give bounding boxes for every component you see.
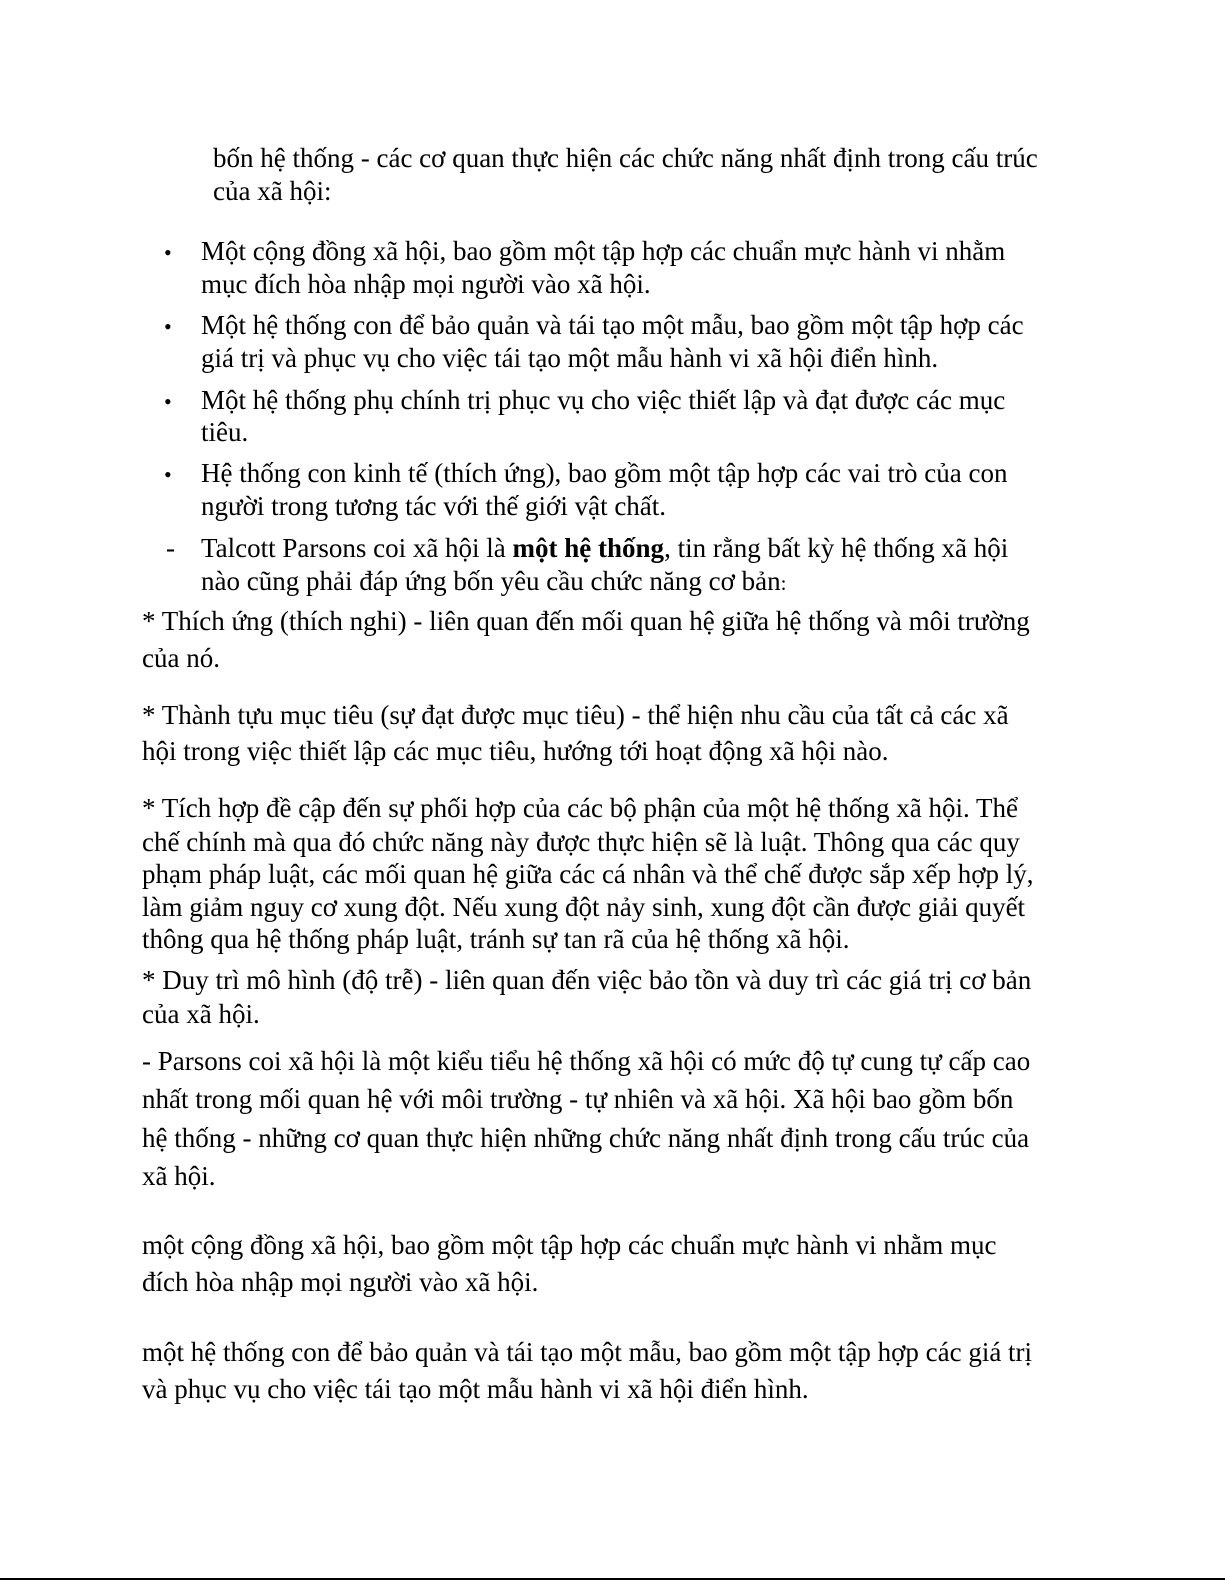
intro-line-2: của xã hội: (213, 176, 332, 206)
bullet-item-4-line-1: Hệ thống con kinh tế (thích ứng), bao gồm một tập hợp các vai trò của con (201, 458, 1008, 488)
dash-marker: - (166, 533, 175, 563)
goal-line-1: * Thành tựu mục tiêu (sự đạt được mục tiêu) - thể hiện nhu cầu của tất cả các xã (142, 700, 1009, 730)
dash-item-colon: : (780, 571, 787, 595)
latency-line-1: * Duy trì mô hình (độ trễ) - liên quan đến việc bảo tồn và duy trì các giá trị cơ bản (142, 965, 1032, 995)
integration-line-1: * Tích hợp đề cập đến sự phối hợp của các bộ phận của một hệ thống xã hội. Thể (142, 793, 1018, 823)
bullet-icon: • (164, 389, 172, 414)
goal-line-2: hội trong việc thiết lập các mục tiêu, hướng tới hoạt động xã hội nào. (142, 736, 889, 766)
community-line-1: một cộng đồng xã hội, bao gồm một tập hợp các chuẩn mực hành vi nhằm mục (142, 1230, 997, 1260)
subsystem-line-1: một hệ thống con để bảo quản và tái tạo một mẫu, bao gồm một tập hợp các giá trị (142, 1337, 1033, 1367)
bullet-item-2-line-2: giá trị và phục vụ cho việc tái tạo một mẫu hành vi xã hội điển hình. (201, 343, 939, 373)
dash-item-post: , tin rằng bất kỳ hệ thống xã hội (664, 533, 1009, 563)
parsons-line-4: xã hội. (142, 1161, 216, 1191)
integration-line-3: phạm pháp luật, các mối quan hệ giữa các cá nhân và thể chế được sắp xếp hợp lý, (142, 859, 1034, 889)
community-line-2: đích hòa nhập mọi người vào xã hội. (142, 1267, 539, 1297)
parsons-line-1: - Parsons coi xã hội là một kiểu tiểu hệ thống xã hội có mức độ tự cung tự cấp cao (142, 1046, 1031, 1076)
page-bottom-divider (0, 1578, 1225, 1580)
parsons-line-3: hệ thống - những cơ quan thực hiện những chức năng nhất định trong cấu trúc của (142, 1123, 1030, 1153)
bullet-item-4-line-2: người trong tương tác với thế giới vật chất. (201, 491, 667, 521)
dash-item-line-1 (201, 532, 1008, 564)
dash-item-bold: một hệ thống (512, 533, 665, 563)
subsystem-line-2: và phục vụ cho việc tái tạo một mẫu hành vi xã hội điển hình. (142, 1374, 809, 1404)
latency-line-2: của xã hội. (142, 999, 260, 1029)
dash-item-line-2-text: nào cũng phải đáp ứng bốn yêu cầu chức năng cơ bản (201, 566, 781, 596)
bullet-item-3-line-2: tiêu. (201, 417, 249, 447)
bullet-icon: • (164, 240, 172, 265)
integration-line-4: làm giảm nguy cơ xung đột. Nếu xung đột nảy sinh, xung đột cần được giải quyết (142, 892, 1026, 922)
parsons-line-2: nhất trong mối quan hệ với môi trường - tự nhiên và xã hội. Xã hội bao gồm bốn (142, 1084, 1014, 1114)
dash-item-line-2 (201, 565, 786, 599)
intro-line-1: bốn hệ thống - các cơ quan thực hiện các chức năng nhất định trong cấu trúc (213, 143, 1038, 173)
bullet-icon: • (164, 462, 172, 487)
adaptation-line-1: * Thích ứng (thích nghi) - liên quan đến mối quan hệ giữa hệ thống và môi trường (142, 606, 1030, 636)
bullet-item-3-line-1: Một hệ thống phụ chính trị phục vụ cho việc thiết lập và đạt được các mục (201, 385, 1006, 415)
adaptation-line-2: của nó. (142, 643, 220, 673)
bullet-item-1-line-2: mục đích hòa nhập mọi người vào xã hội. (201, 269, 651, 299)
bullet-item-1-line-1: Một cộng đồng xã hội, bao gồm một tập hợp các chuẩn mực hành vi nhằm (201, 236, 1006, 266)
bullet-item-2-line-1: Một hệ thống con để bảo quản và tái tạo một mẫu, bao gồm một tập hợp các (201, 310, 1024, 340)
integration-line-2: chế chính mà qua đó chức năng này được thực hiện sẽ là luật. Thông qua các quy (142, 827, 1020, 857)
integration-line-5: thông qua hệ thống pháp luật, tránh sự tan rã của hệ thống xã hội. (142, 924, 850, 954)
bullet-icon: • (164, 314, 172, 339)
dash-item-pre: Talcott Parsons coi xã hội là (201, 533, 513, 563)
